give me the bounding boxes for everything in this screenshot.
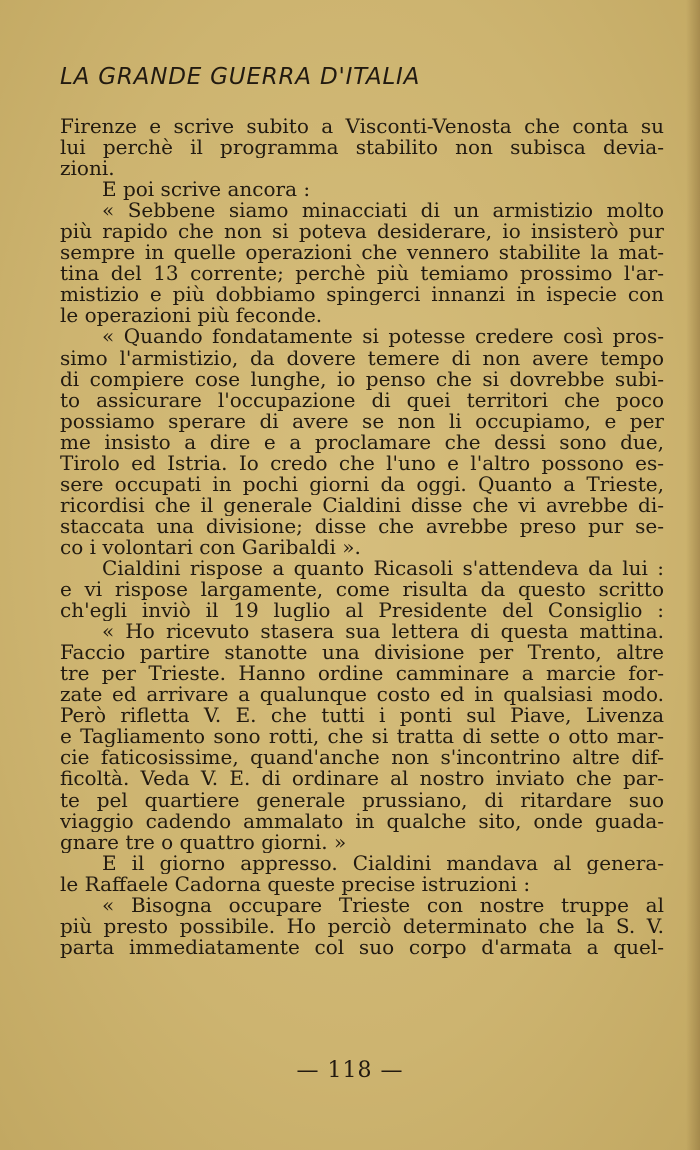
text-line: co i volontari con Garibaldi ». xyxy=(60,536,361,558)
text-line: te pel quartiere generale prussiano, di ritardare suo xyxy=(60,789,664,811)
text-line: Faccio partire stanotte una divisione per Trento, altre xyxy=(60,642,664,664)
text-line: zate ed arrivare a qualunque costo ed in qualsiasi modo. xyxy=(60,684,664,706)
text-line: sere occupati in pochi giorni da oggi. Quanto a Trieste, xyxy=(60,473,664,495)
text-line: ricordisi che il generale Cialdini disse che vi avrebbe di- xyxy=(60,494,664,516)
text-line: E il giorno appresso. Cialdini mandava al genera- xyxy=(102,852,664,874)
running-header: LA GRANDE GUERRA D'ITALIA xyxy=(60,64,421,90)
text-line: parta immediatamente col suo corpo d'armata a quel- xyxy=(60,936,664,958)
text-line: simo l'armistizio, da dovere temere di non avere tempo xyxy=(60,347,664,369)
text-line: lui perchè il programma stabilito non subisca devia- xyxy=(60,137,664,159)
text-line: to assicurare l'occupazione di quei territori che poco xyxy=(60,389,664,411)
text-line: « Quando fondatamente si potesse credere così pros- xyxy=(102,326,664,348)
body-text xyxy=(60,116,664,958)
page-number: — 118 — xyxy=(296,1058,404,1083)
text-line: più presto possibile. Ho perciò determinato che la S. V. xyxy=(60,915,664,937)
text-line: E poi scrive ancora : xyxy=(102,179,311,201)
text-line: e Tagliamento sono rotti, che si tratta di sette o otto mar- xyxy=(60,726,664,748)
text-line: gnare tre o quattro giorni. » xyxy=(60,831,347,853)
text-line: tina del 13 corrente; perchè più temiamo prossimo l'ar- xyxy=(60,263,664,285)
text-line: cie faticosissime, quand'anche non s'incontrino altre dif- xyxy=(60,747,664,769)
text-line: Tirolo ed Istria. Io credo che l'uno e l'altro possono es- xyxy=(60,452,664,474)
text-line: più rapido che non si poteva desiderare, io insisterò pur xyxy=(60,221,664,243)
text-line: Però rifletta V. E. che tutti i ponti sul Piave, Livenza xyxy=(60,705,664,727)
text-line: « Bisogna occupare Trieste con nostre truppe al xyxy=(102,894,664,916)
text-line: di compiere cose lunghe, io penso che si dovrebbe subi- xyxy=(60,368,664,390)
text-line: Cialdini rispose a quanto Ricasoli s'attendeva da lui : xyxy=(102,557,664,580)
text-line: tre per Trieste. Hanno ordine camminare a marcie for- xyxy=(60,663,664,685)
text-line: ch'egli inviò il 19 luglio al Presidente del Consiglio : xyxy=(60,600,664,622)
text-line: sempre in quelle operazioni che vennero stabilite la mat- xyxy=(60,242,664,264)
text-line: « Ho ricevuto stasera sua lettera di questa mattina. xyxy=(102,621,664,643)
text-line: staccata una divisione; disse che avrebbe preso pur se- xyxy=(60,515,664,537)
text-line: ficoltà. Veda V. E. di ordinare al nostro inviato che par- xyxy=(60,768,664,790)
text-line: e vi rispose largamente, come risulta da questo scritto xyxy=(60,579,664,601)
text-line: zioni. xyxy=(60,158,115,180)
text-line: le operazioni più feconde. xyxy=(60,305,323,327)
text-line: me insisto a dire e a proclamare che dessi sono due, xyxy=(60,431,664,453)
text-line: possiamo sperare di avere se non li occupiamo, e per xyxy=(60,410,664,432)
text-line: « Sebbene siamo minacciati di un armistizio molto xyxy=(102,200,664,222)
page-edge-shadow xyxy=(686,0,700,1150)
text-line: Firenze e scrive subito a Visconti-Venosta che conta su xyxy=(60,116,664,138)
text-line: le Raffaele Cadorna queste precise istruzioni : xyxy=(60,873,531,895)
text-line: mistizio e più dobbiamo spingerci innanzi in ispecie con xyxy=(60,284,664,306)
text-line: viaggio cadendo ammalato in qualche sito, onde guada- xyxy=(60,810,664,832)
